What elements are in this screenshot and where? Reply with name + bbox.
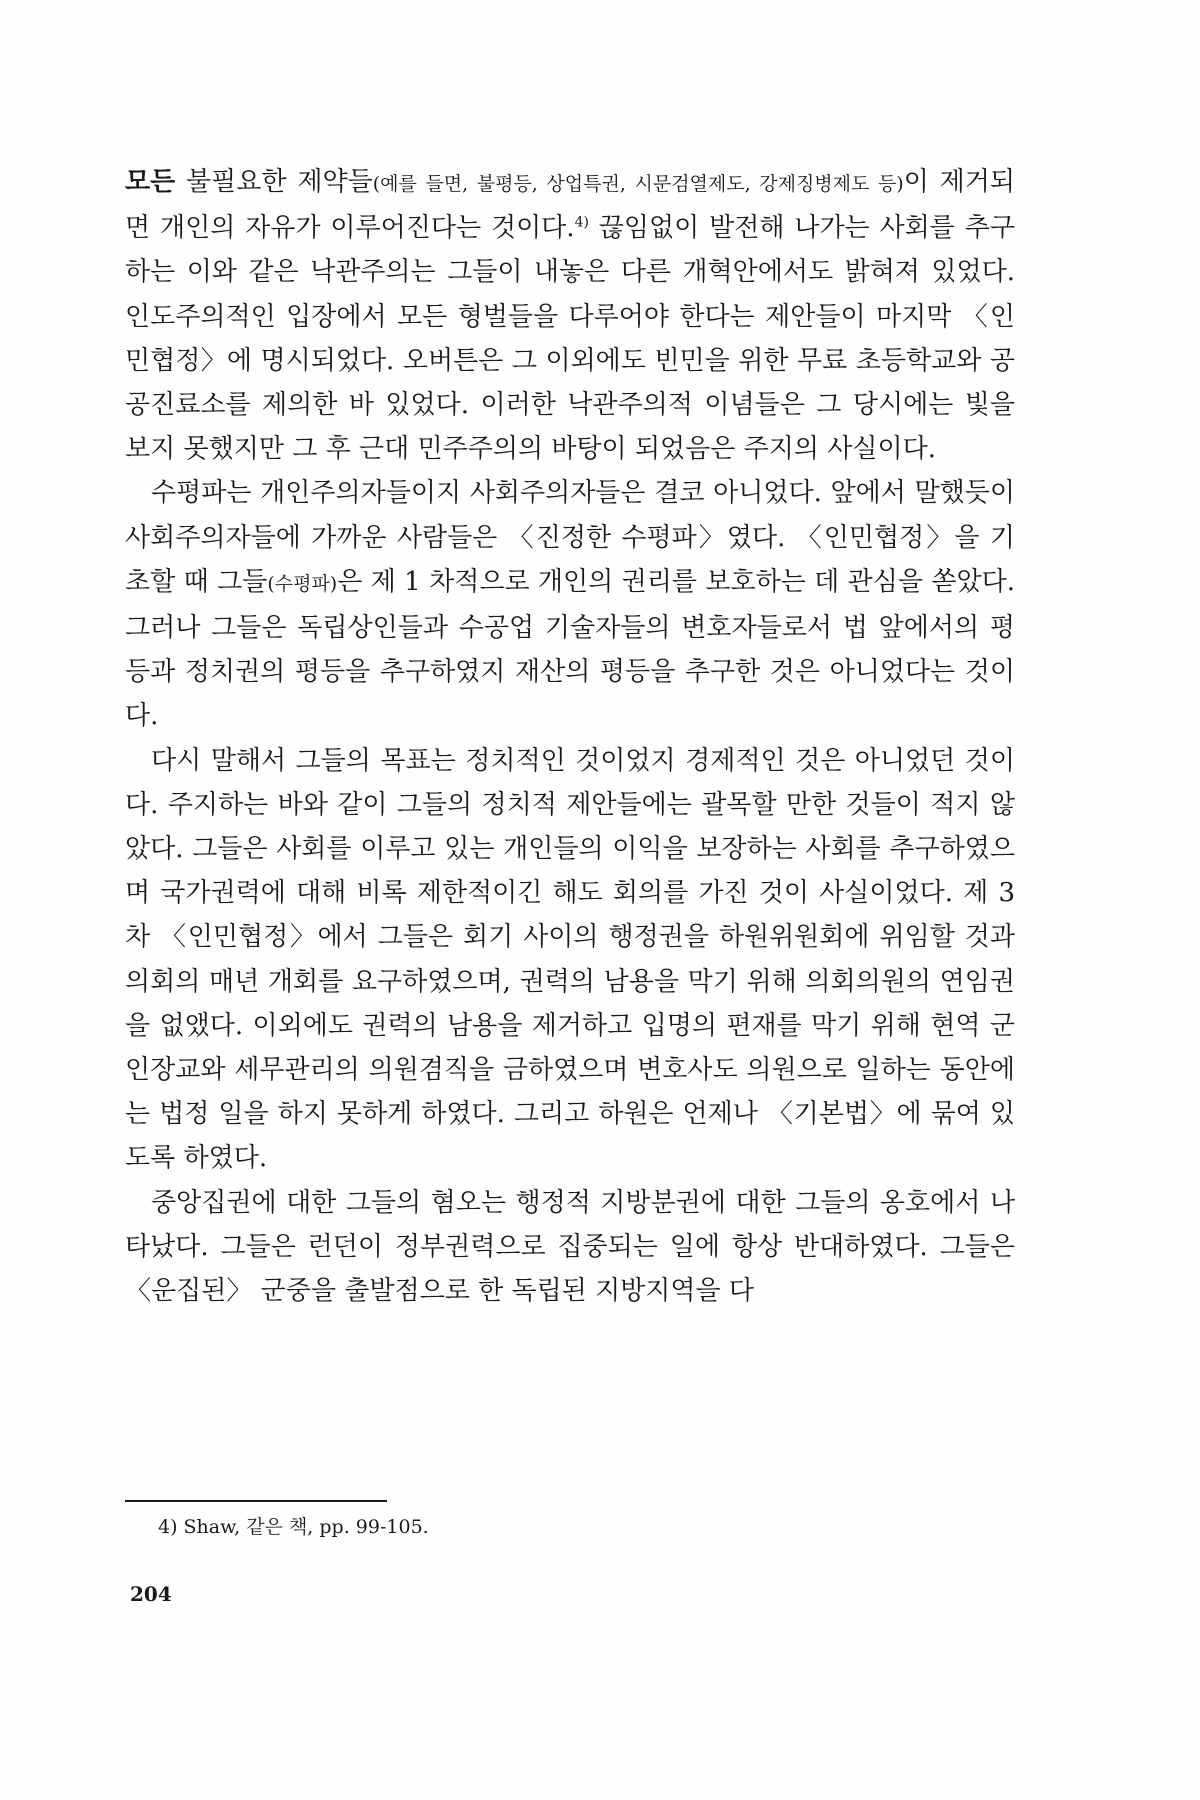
paragraph-2-parenthetical: (수평파) [267, 572, 338, 595]
paragraph-1-text-a: 불필요한 제약들 [175, 167, 373, 197]
paragraph-3-text-a: 다시 말해서 그들의 목표는 정치적인 것이었지 경제적인 것은 아니었던 것이다. 주지하는 바와 같이 그들의 정치적 제안들에는 괄목할 만한 것들이 적지 않았다. 그들은 사회를 이루고 있는 개인들의 이익을 보장하는 사회를 추구하였으며 국가권력에 대해 비록 제한적이긴 해도 회의를 가진 것이 사실이었다. 제 3 차 〈인민협정〉에서 그들은 회기 사이의 행정권을 하원위원회에 위임할 것과 의회의 매년 개회를 요구하였으며, 권력의 남용을 막기 위해 의회의원의 연임권을 없앴다. 이외에도 권력의 남용을 제거하고 입명의 편재를 막기 위해 현역 군인장교와 세무관리의 의원겸직을 금하였으며 변호사도 의원으로 일하는 동안에는 법정 일을 하지 못하게 하였다. 그리고 하원은 언제나 〈기본법〉에 묶여 있도록 하였다. [125, 745, 1016, 1174]
paragraph-1-text-c: 끊임없이 발전해 나가는 사회를 추구하는 이와 같은 낙관주의는 그들이 내놓은 다른 개혁안에서도 밝혀져 있었다. 인도주의적인 입장에서 모든 형벌들을 다루어야 한다는 제안들이 마지막 〈인민협정〉에 명시되었다. 오버튼은 그 이외에도 빈민을 위한 무료 초등학교와 공공진료소를 제의한 바 있었다. 이러한 낙관주의적 이념들은 그 당시에는 빛을 보지 못했지만 그 후 근대 민주주의의 바탕이 되었음은 주지의 사실이다. [125, 213, 1015, 465]
paragraph-2-text-b: 은 제 1 차적으로 개인의 권리를 보호하는 데 관심을 쏟았다. 그러나 그들은 독립상인들과 수공업 기술자들의 변호자들로서 법 앞에서의 평등과 정치권의 평등을 추구하였지 재산의 평등을 추구한 것은 아니었다는 것이다. [125, 566, 1015, 732]
paragraph-2 [125, 471, 1015, 738]
paragraph-4 [125, 1181, 1015, 1314]
paragraph-1 [125, 160, 1015, 471]
paragraph-1-lead: 모든 [125, 167, 176, 197]
paragraph-4-text-a: 중앙집권에 대한 그들의 혐오는 행정적 지방분권에 대한 그들의 옹호에서 나타났다. 그들은 런던이 정부권력으로 집중되는 일에 항상 반대하였다. 그들은 〈운집된〉 군중을 출발점으로 한 독립된 지방지역을 다 [125, 1187, 1015, 1307]
footnote-marker: 4) [574, 214, 589, 231]
paragraph-1-parenthetical: (예를 들면, 불평등, 상업특권, 시문검열제도, 강제징병제도 등) [372, 173, 904, 195]
footnote: 4) Shaw, 같은 책, pp. 99-105. [158, 1516, 429, 1538]
paragraph-3 [125, 739, 1015, 1181]
footnote-divider [125, 1500, 387, 1502]
body-text [125, 160, 1015, 1313]
paragraph-2-text-a: 수평파는 개인주의자들이지 사회주의자들은 결코 아니었다. 앞에서 말했듯이 사회주의자들에 가까운 사람들은 〈진정한 수평파〉였다. 〈인민협정〉을 기초할 때 그들 [125, 478, 1015, 597]
page-number: 204 [130, 1582, 172, 1606]
paragraph-1-text-b: 이 제거되면 개인의 자유가 이루어진다는 것이다. [125, 167, 1015, 244]
